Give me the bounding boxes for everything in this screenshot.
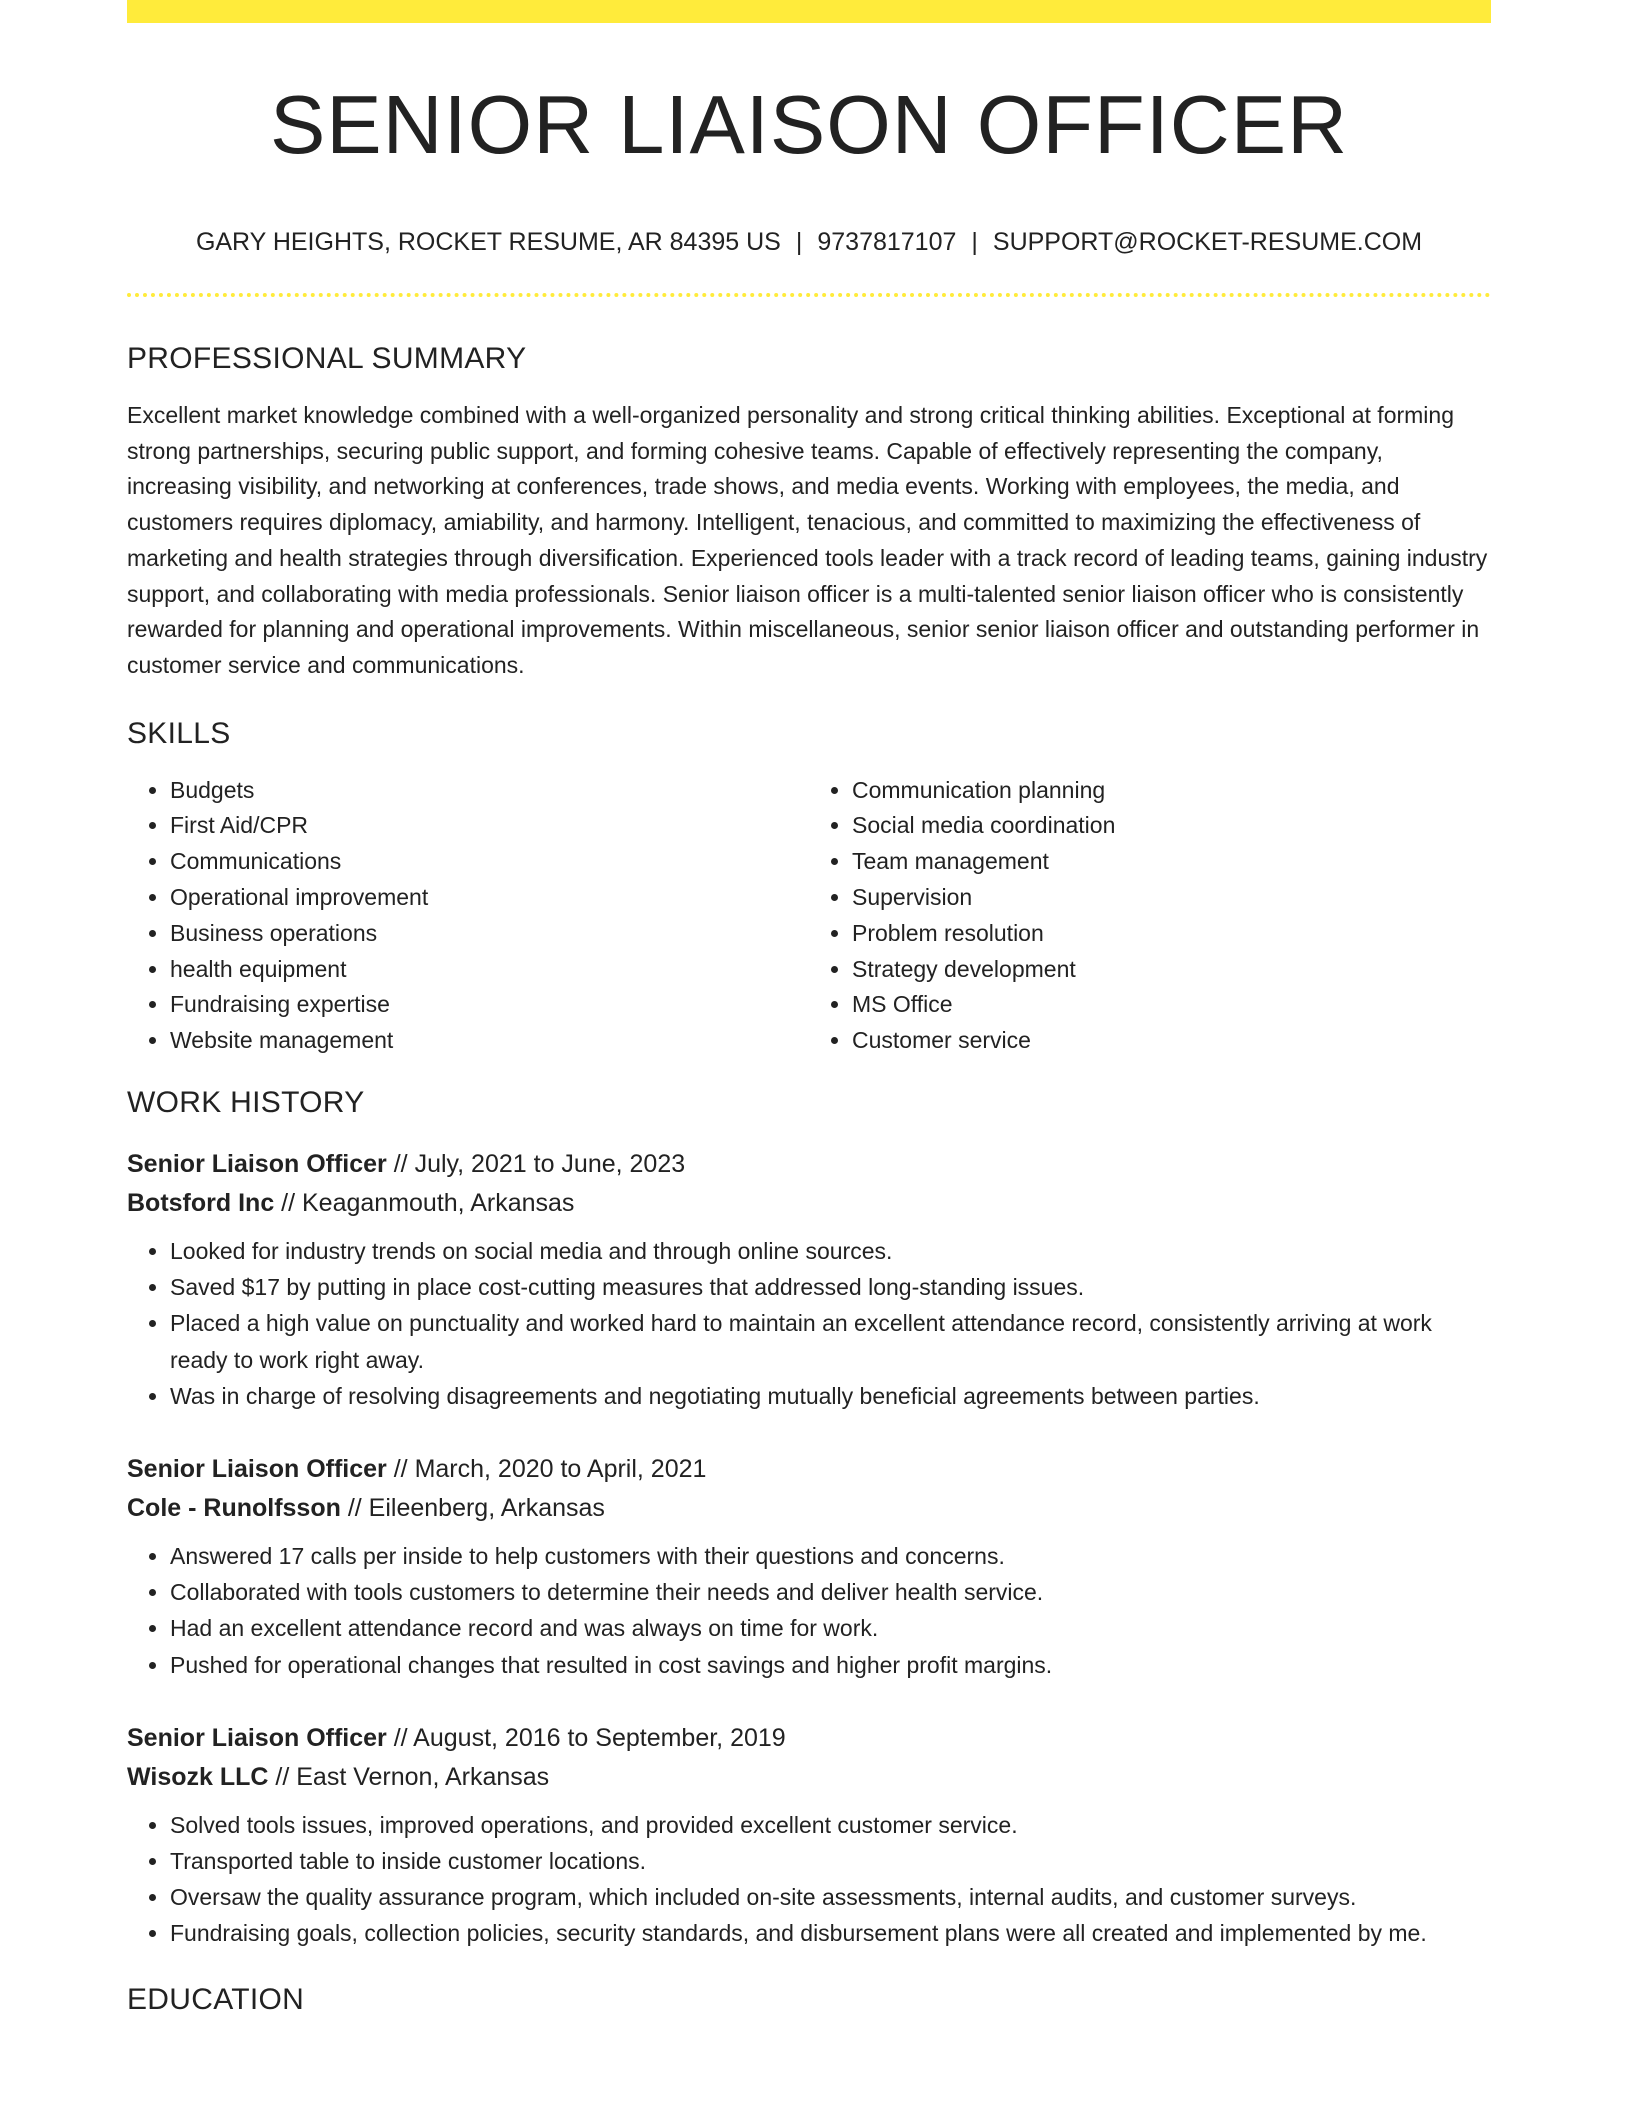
- job-title: Senior Liaison Officer: [127, 1723, 387, 1752]
- job-company: Wisozk LLC: [127, 1762, 269, 1791]
- job-bullets: [127, 1233, 1491, 1414]
- resume-title: SENIOR LIAISON OFFICER: [269, 78, 1349, 171]
- job-bullets: [127, 1538, 1491, 1683]
- skills-heading: SKILLS: [127, 716, 231, 750]
- job-bullet: • Saved $17 by putting in place cost-cutting measures that addressed long-standing issues.: [170, 1269, 1491, 1305]
- job-company-line: [127, 1489, 1491, 1528]
- summary-text: Excellent market knowledge combined with a well-organized personality and strong critical thinking abilities. Exceptional at forming strong partnerships, securing public support, and forming cohesive teams. Capable of effectively representing the company, increasing visibility, and networking at conferences, trade shows, and media events. Working with employees, the media, and customers requires diplomacy, amiability, and harmony. Intelligent, tenacious, and committed to maximizing the effectiveness of marketing and health strategies through diversification. Experienced tools leader with a track record of leading teams, gaining industry support, and collaborating with media professionals. Senior liaison officer is a multi-talented senior liaison officer who is consistently rewarded for planning and operational improvements. Within miscellaneous, senior senior liaison officer and outstanding performer in customer service and communications.: [127, 402, 1488, 678]
- skill-item: • Social media coordination: [852, 808, 1491, 844]
- top-accent-bar: [127, 0, 1491, 23]
- job-title-line: [127, 1719, 1491, 1758]
- work-history-heading: WORK HISTORY: [127, 1086, 365, 1119]
- job-entry: [127, 1719, 1491, 1952]
- job-location: // Eileenberg, Arkansas: [340, 1494, 605, 1523]
- job-entry: [127, 1450, 1491, 1683]
- skill-item: • Communication planning: [852, 773, 1491, 809]
- skills-column-right: [809, 773, 1491, 1059]
- job-location: // Keaganmouth, Arkansas: [274, 1189, 575, 1217]
- skill-item: • MS Office: [852, 987, 1491, 1023]
- job-bullet: • Transported table to inside customer locations.: [170, 1843, 1491, 1879]
- job-company-line: [127, 1758, 1491, 1797]
- job-bullet: • Fundraising goals, collection policies, security standards, and disbursement plans were all created and implemented by me.: [170, 1915, 1491, 1951]
- job-bullets: [127, 1807, 1491, 1952]
- skills-list: [127, 773, 1491, 1059]
- job-dates: // March, 2020 to April, 2021: [386, 1455, 707, 1484]
- job-bullet: • Placed a high value on punctuality and worked hard to maintain an excellent attendance record, consistently arriving at work ready to work right away.: [170, 1305, 1491, 1377]
- dotted-divider: [127, 293, 1491, 297]
- job-bullet: • Had an excellent attendance record and was always on time for work.: [170, 1610, 1491, 1646]
- job-bullet: • Solved tools issues, improved operations, and provided excellent customer service.: [170, 1807, 1491, 1843]
- skills-column-left: [127, 773, 809, 1059]
- skill-item: • Business operations: [170, 916, 809, 952]
- job-bullet: • Collaborated with tools customers to determine their needs and deliver health service.: [170, 1574, 1491, 1610]
- resume-page: [127, 0, 1491, 2018]
- job-title: Senior Liaison Officer: [127, 1150, 387, 1178]
- skill-item: • Supervision: [852, 880, 1491, 916]
- job-location: // East Vernon, Arkansas: [268, 1762, 550, 1791]
- job-bullet: • Oversaw the quality assurance program, which included on-site assessments, internal audits, and customer surveys.: [170, 1879, 1491, 1915]
- job-dates: // August, 2016 to September, 2019: [386, 1723, 786, 1752]
- skill-item: • Team management: [852, 844, 1491, 880]
- contact-line: [127, 228, 1491, 257]
- skill-item: • health equipment: [170, 952, 809, 988]
- job-bullet: • Answered 17 calls per inside to help customers with their questions and concerns.: [170, 1538, 1491, 1574]
- contact-phone: 9737817107: [817, 228, 957, 256]
- skill-item: • Strategy development: [852, 952, 1491, 988]
- job-title-line: [127, 1450, 1491, 1489]
- summary-heading: PROFESSIONAL SUMMARY: [127, 342, 527, 375]
- contact-email: SUPPORT@ROCKET-RESUME.COM: [992, 228, 1423, 256]
- job-bullet: • Was in charge of resolving disagreements and negotiating mutually beneficial agreements between parties.: [170, 1378, 1491, 1414]
- skill-item: • Problem resolution: [852, 916, 1491, 952]
- skill-item: • Operational improvement: [170, 880, 809, 916]
- job-bullet: • Pushed for operational changes that resulted in cost savings and higher profit margins.: [170, 1647, 1491, 1683]
- skill-item: • Budgets: [170, 773, 809, 809]
- skill-item: • Fundraising expertise: [170, 987, 809, 1023]
- skill-item: • First Aid/CPR: [170, 808, 809, 844]
- skill-item: • Communications: [170, 844, 809, 880]
- job-company: Cole - Runolfsson: [127, 1494, 341, 1523]
- contact-address: GARY HEIGHTS, ROCKET RESUME, AR 84395 US: [195, 228, 781, 256]
- contact-separator: |: [971, 228, 978, 256]
- skill-item: • Website management: [170, 1023, 809, 1059]
- job-company-line: [127, 1184, 1491, 1223]
- job-title: Senior Liaison Officer: [127, 1455, 387, 1484]
- job-dates: // July, 2021 to June, 2023: [386, 1150, 686, 1178]
- contact-separator: |: [795, 228, 803, 256]
- education-heading: EDUCATION: [127, 1982, 305, 2016]
- job-entry: [127, 1145, 1491, 1414]
- job-title-line: [127, 1145, 1491, 1184]
- job-bullet: • Looked for industry trends on social media and through online sources.: [170, 1233, 1491, 1269]
- job-company: Botsford Inc: [127, 1189, 275, 1217]
- skill-item: • Customer service: [852, 1023, 1491, 1059]
